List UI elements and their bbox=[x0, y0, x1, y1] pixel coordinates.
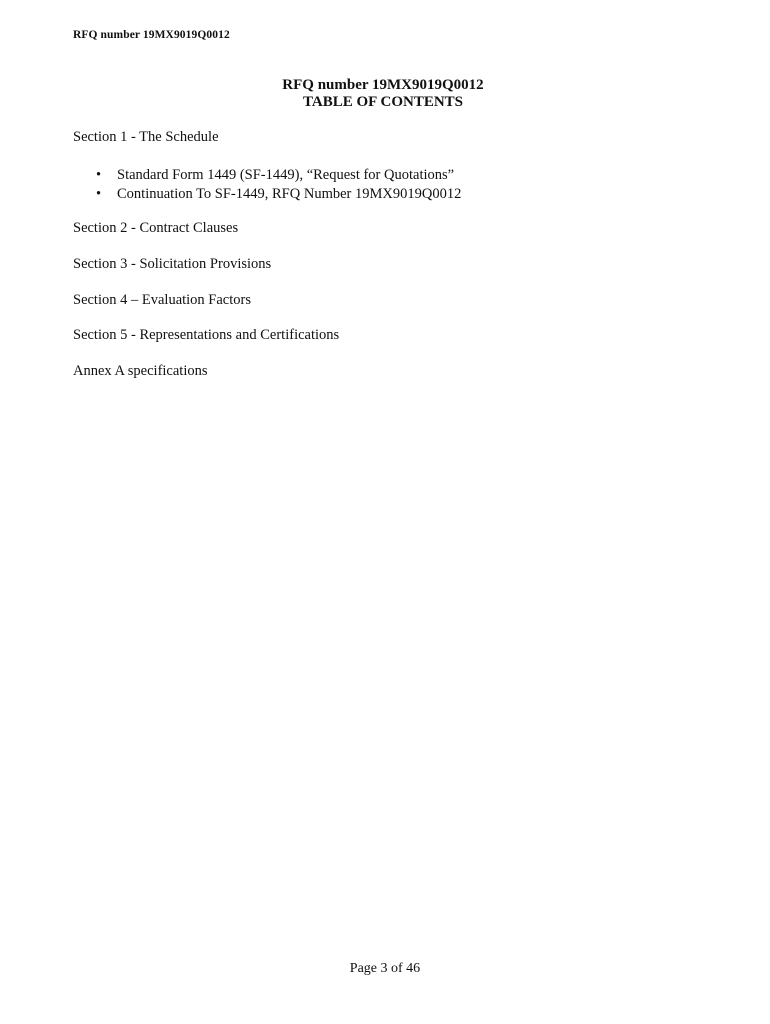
section-1-item-sf1449: Standard Form 1449 (SF-1449), “Request for Quotations” bbox=[117, 167, 455, 183]
toc-section-1: Section 1 - The Schedule bbox=[73, 129, 219, 145]
title-table-of-contents: TABLE OF CONTENTS bbox=[302, 94, 464, 110]
page-number: Page 3 of 46 bbox=[349, 961, 421, 976]
document-title bbox=[0, 77, 770, 111]
toc-section-4: Section 4 – Evaluation Factors bbox=[73, 292, 251, 308]
list-item bbox=[73, 166, 461, 185]
toc-section-2: Section 2 - Contract Clauses bbox=[73, 220, 239, 236]
title-rfq-number: RFQ number 19MX9019Q0012 bbox=[282, 77, 484, 93]
section-1-item-list bbox=[73, 166, 461, 204]
bullet-icon: • bbox=[96, 186, 102, 202]
toc-section-5: Section 5 - Representations and Certifications bbox=[73, 327, 340, 343]
toc-section-3: Section 3 - Solicitation Provisions bbox=[73, 256, 272, 272]
section-1-item-continuation: Continuation To SF-1449, RFQ Number 19MX9019Q0012 bbox=[117, 186, 462, 202]
bullet-icon: • bbox=[96, 167, 102, 183]
list-item bbox=[73, 185, 461, 204]
running-header: RFQ number 19MX9019Q0012 bbox=[73, 29, 230, 41]
toc-annex-a: Annex A specifications bbox=[73, 363, 208, 379]
